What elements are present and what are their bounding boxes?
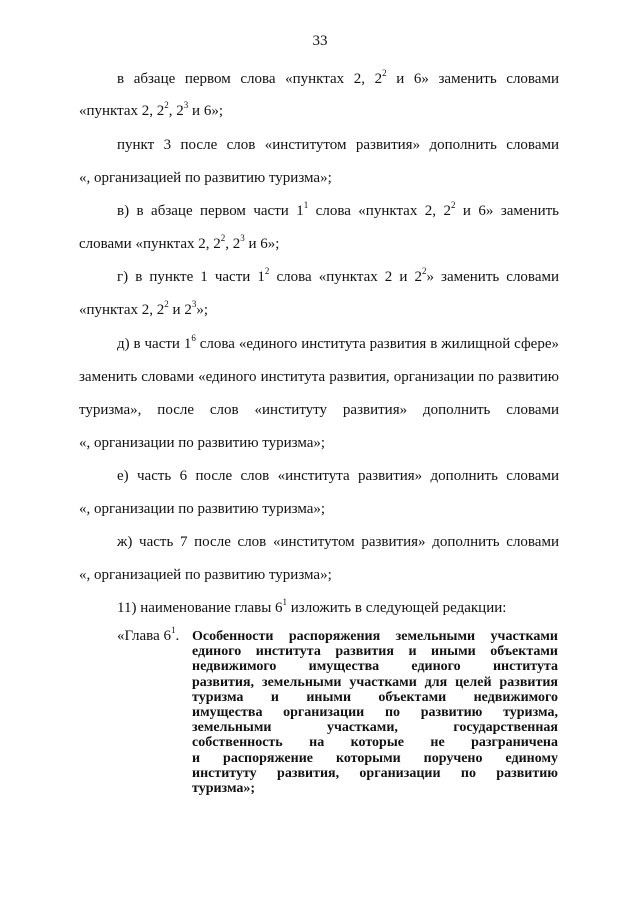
text-run: «, организацией по развитию туризма»; [79, 567, 332, 583]
chapter-title-line: имущества организации по развитию туризма, [192, 705, 558, 721]
superscript: 3 [240, 233, 245, 243]
text-run: «пунктах 2, 2 [79, 302, 165, 318]
line-8 [79, 301, 208, 319]
text-run: и 2 [168, 302, 192, 318]
chapter-title-line: земельными участками, государственная [192, 720, 558, 736]
text-run: г) в пункте 1 части 1 [117, 269, 265, 285]
chapter-title-line: недвижимого имущества единого института [192, 659, 558, 675]
superscript: 2 [382, 68, 387, 78]
text-run: туризма», после слов «институту развития» дополнить словами [79, 402, 559, 418]
text-run: «пунктах 2, 2 [79, 103, 165, 119]
line-10 [79, 368, 559, 386]
text-run: и 6»; [244, 236, 280, 252]
chapter-label-text: «Глава 6 [117, 628, 171, 644]
line-14 [79, 500, 325, 518]
text-run: заменить словами «единого института развития, организации по развитию [79, 369, 559, 385]
text-run: и 6»; [188, 103, 223, 119]
line-15 [117, 533, 559, 551]
superscript: 2 [264, 266, 270, 276]
text-run: словами «пунктах 2, 2 [79, 236, 221, 252]
line-9 [117, 335, 559, 353]
line-7 [117, 268, 559, 286]
superscript: 3 [191, 299, 197, 309]
chapter-label [117, 625, 180, 645]
chapter-title-line: развития, земельными участками для целей развития [192, 674, 558, 690]
text-run: и 6» заменить словами [386, 71, 559, 87]
text-run: »; [196, 302, 208, 318]
text-run: в) в абзаце первом части 1 [117, 203, 304, 219]
text-run: е) часть 6 после слов «института развития» дополнить словами [117, 468, 559, 484]
text-run: слова «единого института развития в жилищной сфере» [195, 336, 559, 352]
chapter-title-line: институту развития, организации по развитию [192, 765, 558, 781]
text-run: слова «пунктах 2 и 2 [269, 269, 422, 285]
line-6 [79, 235, 279, 253]
page-number: 33 [312, 33, 328, 49]
chapter-label-suffix: . [175, 628, 180, 644]
chapter-title-line: туризма и иными объектами недвижимого [192, 689, 558, 705]
text-run: , 2 [225, 236, 241, 252]
line-16 [79, 566, 332, 584]
text-run: пункт 3 после слов «институтом развития» дополнить словами [117, 137, 559, 153]
chapter-title-line: туризма»; [192, 781, 256, 797]
line-1 [117, 70, 559, 88]
text-run: слова «пунктах 2, 2 [308, 203, 451, 219]
text-run: » заменить словами [426, 269, 559, 285]
text-run: и 6» заменить [455, 203, 559, 219]
text-run: «, организации по развитию туризма»; [79, 435, 326, 451]
chapter-title-line: и распоряжение которыми поручено единому [192, 750, 558, 766]
text-run: «, организации по развитию туризма»; [79, 501, 326, 517]
superscript: 1 [303, 200, 309, 210]
superscript: 1 [282, 597, 288, 607]
text-run: д) в части 1 [117, 336, 192, 352]
superscript: 2 [164, 100, 169, 110]
superscript: 6 [191, 333, 196, 343]
text-run: в абзаце первом слова «пунктах 2, 2 [117, 71, 383, 87]
chapter-title-line: Особенности распоряжения земельными участками [192, 629, 558, 644]
text-run: , 2 [168, 103, 184, 119]
line-2 [79, 102, 223, 120]
superscript: 3 [183, 100, 189, 110]
line-13 [117, 467, 559, 485]
line-12 [79, 434, 325, 452]
text-run: «, организацией по развитию туризма»; [79, 170, 332, 186]
superscript: 2 [450, 200, 456, 210]
line-11 [79, 401, 559, 419]
chapter-title [192, 629, 558, 796]
text-run: изложить в следующей редакции: [287, 600, 507, 616]
text-run: 11) наименование главы 6 [117, 600, 283, 616]
chapter-title-line: собственность на которые не разграничена [192, 735, 558, 751]
text-run: ж) часть 7 после слов «институтом развития» дополнить словами [117, 534, 559, 550]
line-5 [117, 202, 559, 220]
line-17 [117, 599, 506, 617]
chapter-title-line: единого института развития и иными объектами [192, 644, 558, 660]
superscript: 2 [164, 299, 169, 309]
superscript: 2 [220, 233, 226, 243]
line-4 [79, 169, 332, 187]
superscript: 2 [421, 266, 427, 276]
line-3 [117, 136, 559, 154]
chapter-label-superscript: 1 [170, 625, 176, 635]
